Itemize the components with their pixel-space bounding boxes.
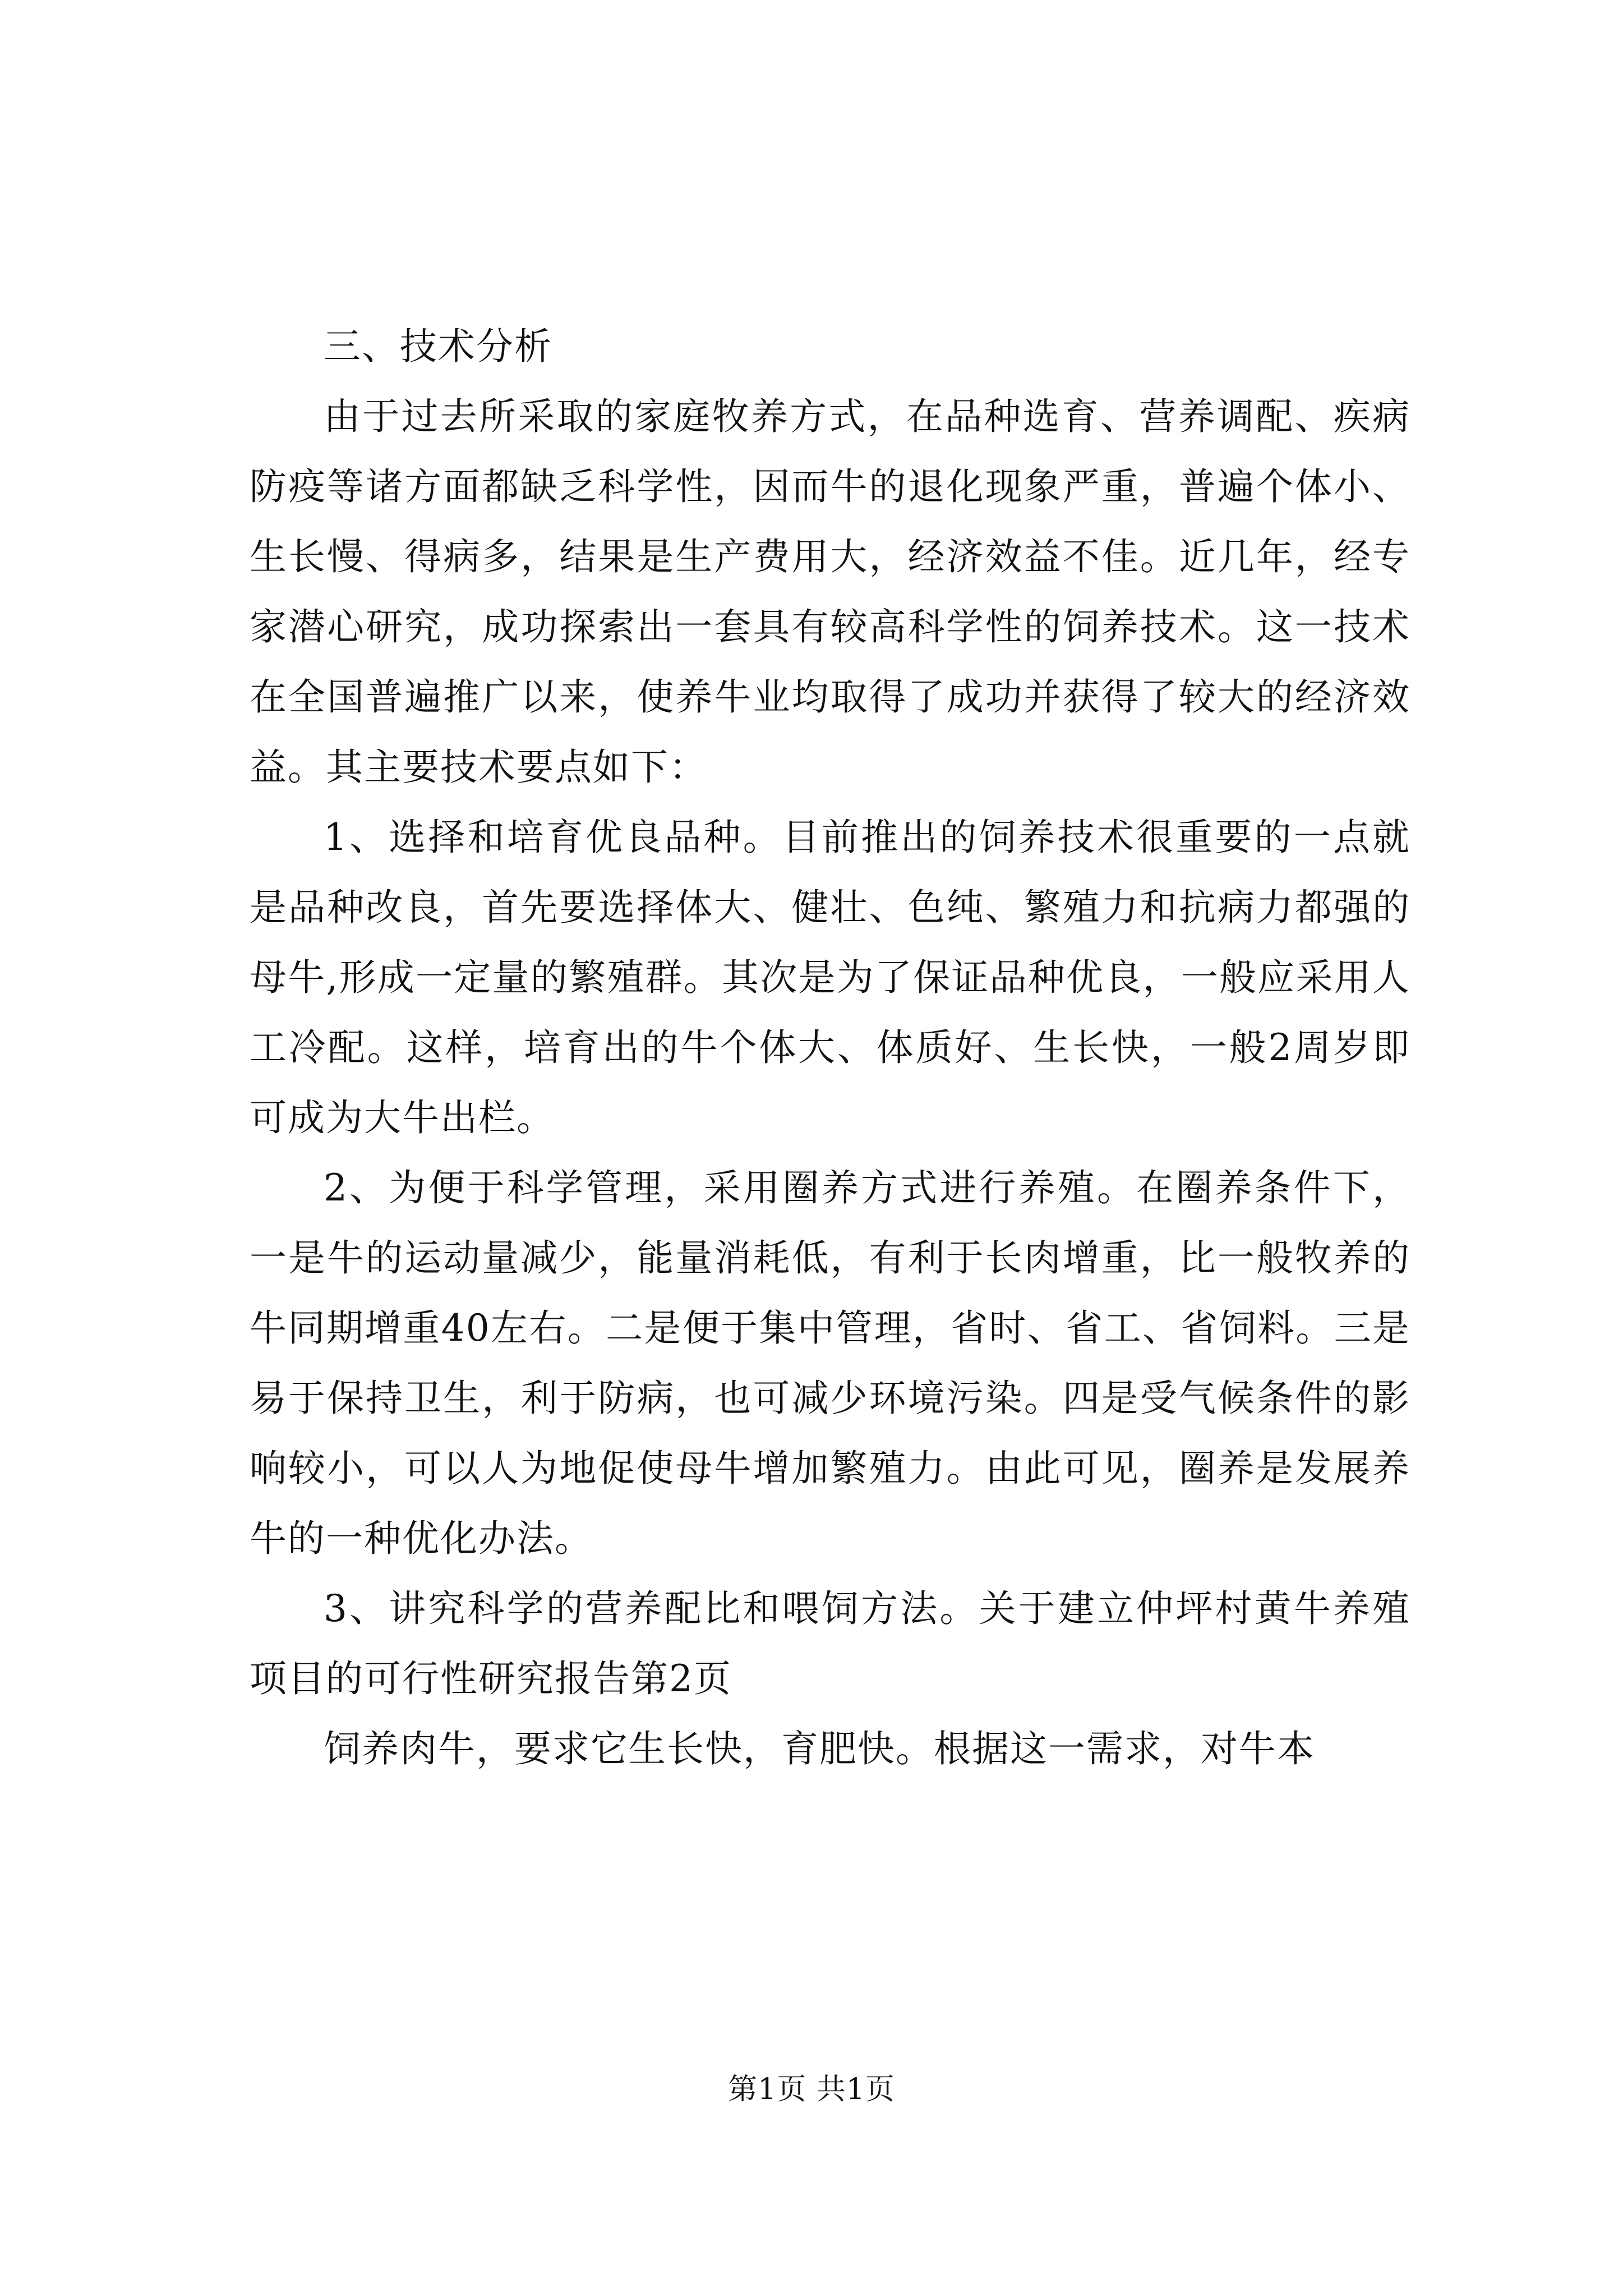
paragraph-intro: 由于过去所采取的家庭牧养方式，在品种选育、营养调配、疾病防疫等诸方面都缺乏科学性，因而牛的退化现象严重，普遍个体小、生长慢、得病多，结果是生产费用大，经济效益不佳。近几年，经专家潜心研究，成功探索出一套具有较高科学性的饲养技术。这一技术在全国普遍推广以来，使养牛业均取得了成功并获得了较大的经济效益。其主要技术要点如下： xyxy=(250,395,1410,789)
document-body xyxy=(250,311,1410,1784)
paragraph-feeding: 饲养肉牛，要求它生长快，育肥快。根据这一需求，对牛本 xyxy=(324,1727,1315,1770)
paragraph-point-3: 3、讲究科学的营养配比和喂饲方法。关于建立仲坪村黄牛养殖项目的可行性研究报告第2页 xyxy=(250,1587,1410,1700)
section-heading: 三、技术分析 xyxy=(324,325,552,368)
paragraph-point-1: 1、选择和培育优良品种。目前推出的饲养技术很重要的一点就是品种改良，首先要选择体大、健壮、色纯、繁殖力和抗病力都强的母牛,形成一定量的繁殖群。其次是为了保证品种优良，一般应采用人工冷配。这样，培育出的牛个体大、体质好、生长快，一般2周岁即可成为大牛出栏。 xyxy=(250,816,1410,1139)
page-footer: 第1页 共1页 xyxy=(728,2073,895,2106)
paragraph-point-2: 2、为便于科学管理，采用圈养方式进行养殖。在圈养条件下，一是牛的运动量减少，能量消耗低，有利于长肉增重，比一般牧养的牛同期增重40左右。二是便于集中管理，省时、省工、省饲料。三是易于保持卫生，利于防病，也可减少环境污染。四是受气候条件的影响较小，可以人为地促使母牛增加繁殖力。由此可见，圈养是发展养牛的一种优化办法。 xyxy=(250,1166,1410,1560)
